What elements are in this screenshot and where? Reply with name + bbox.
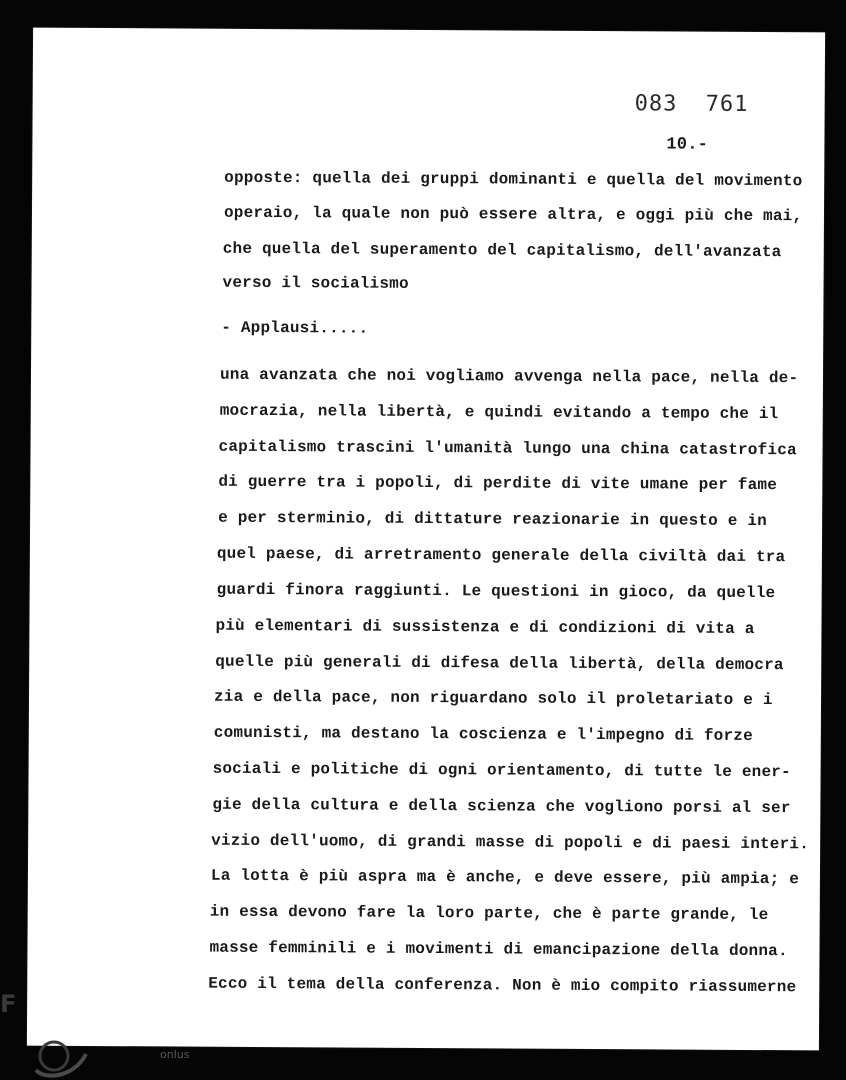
text-line: e per sterminio, di dittature reazionarie in questo e in (218, 508, 768, 531)
text-line: verso il socialismo (222, 273, 409, 293)
text-line: operaio, la quale non può essere altra, e oggi più che mai, (223, 203, 803, 226)
text-line: vizio dell'uomo, di grandi masse di popoli e di paesi interi. (211, 831, 810, 854)
archive-number: 083 761 (634, 91, 749, 117)
watermark-text: onlus (160, 1048, 190, 1061)
text-line: di guerre tra i popoli, di perdite di vite umane per fame (218, 472, 778, 495)
text-line: opposte: quella dei gruppi dominanti e quella del movimento (224, 168, 803, 191)
text-line: zia e della pace, non riguardano solo il proletariato e i (213, 687, 773, 710)
text-line: sociali e politiche di ogni orientamento, di tutte le ener- (212, 759, 791, 782)
text-line: che quella del superamento del capitalismo, dell'avanzata (222, 239, 782, 262)
text-line: capitalismo trascini l'umanità lungo una china catastrofica (218, 437, 797, 460)
text-line: gie della cultura e della scienza che vogliono porsi al ser (212, 795, 791, 818)
text-line: una avanzata che noi vogliamo avvenga nella pace, nella de- (219, 365, 799, 388)
typewritten-page (27, 28, 825, 1051)
watermark-letter: F (0, 990, 17, 1018)
text-line: comunisti, ma destano la coscienza e l'impegno di forze (213, 723, 753, 746)
text-line: quel paese, di arretramento generale della civiltà dai tra (216, 544, 786, 567)
text-line: masse femminili e i movimenti di emancipazione della donna. (209, 938, 788, 961)
text-line: più elementari di sussistenza e di condizioni di vita a (215, 616, 755, 639)
text-line: guardi finora raggiunti. Le questioni in gioco, da quelle (216, 580, 776, 603)
page-number: 10.- (666, 135, 709, 155)
watermark-logo-icon (30, 1036, 90, 1080)
text-line: in essa devono fare la loro parte, che è parte grande, le (209, 902, 769, 925)
text-line: La lotta è più aspra ma è anche, e deve essere, più ampia; e (210, 866, 800, 889)
text-line: quelle più generali di difesa della libertà, della democra (215, 652, 784, 675)
applause-note: - Applausi..... (221, 318, 369, 338)
text-line: mocrazia, nella libertà, e quindi evitando a tempo che il (219, 401, 779, 424)
text-line: Ecco il tema della conferenza. Non è mio compito riassumerne (208, 974, 797, 997)
